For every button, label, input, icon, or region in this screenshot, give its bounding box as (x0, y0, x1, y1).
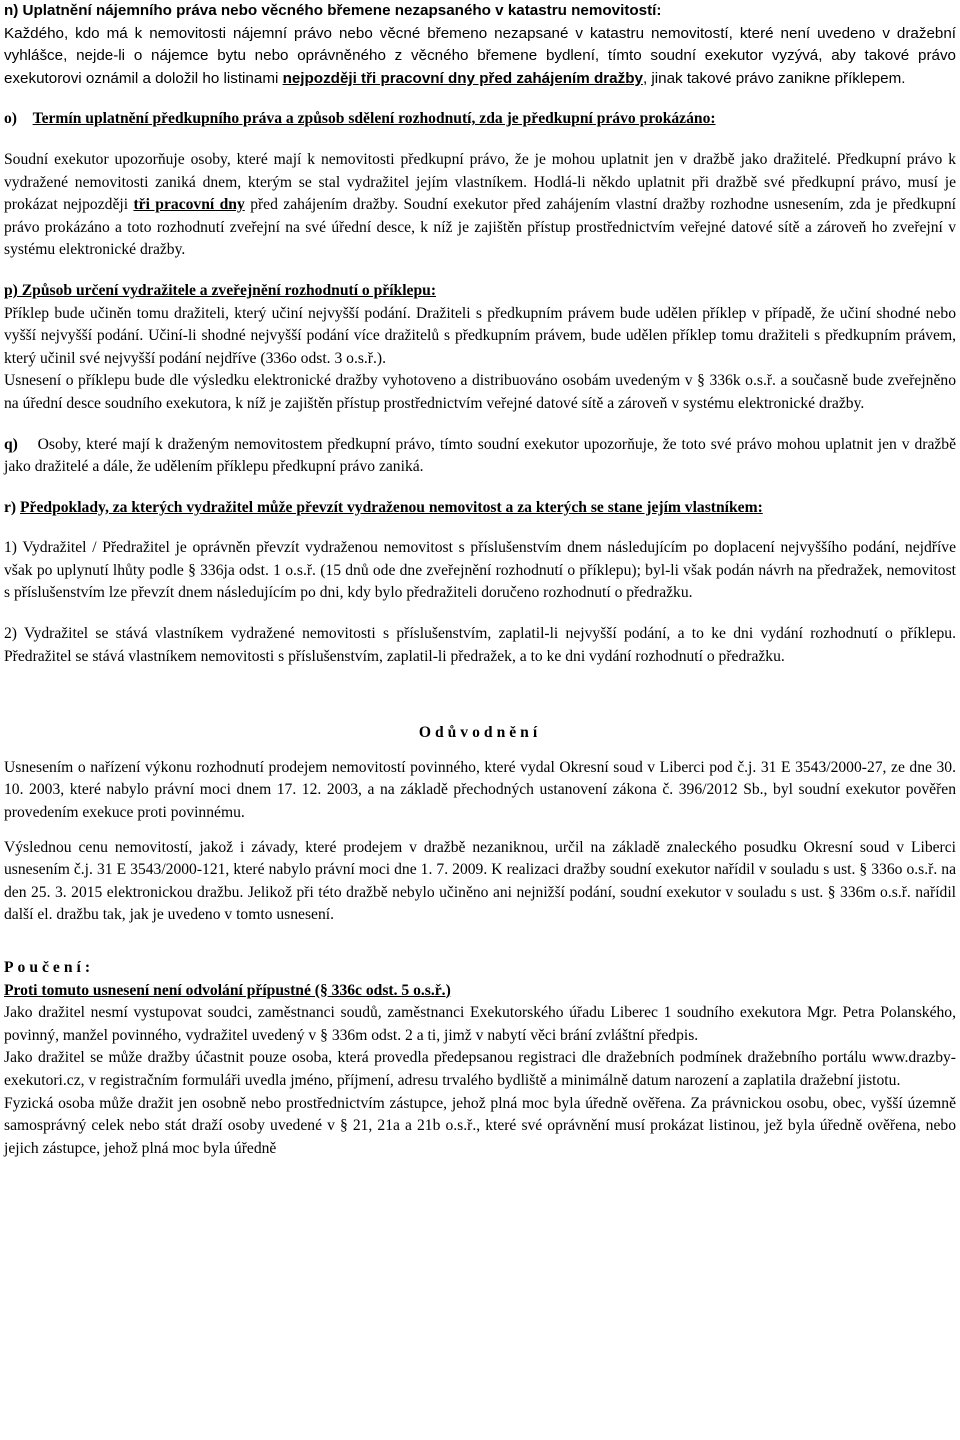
pouceni-para1: Jako dražitel nesmí vystupovat soudci, zaměstnanci soudů, zaměstnanci Exekutorského úřadu Liberec 1 soudního exekutora Mgr. Petra Polanského, povinný, manžel povinného, vydražitel uvedený v § 336m odst. 2 a ti, jimž v nabytí věci brání zvláštní předpis. (4, 1004, 956, 1044)
section-n-deadline: nejpozději tři pracovní dny před zahájením dražby (282, 69, 643, 87)
section-n-heading: n) Uplatnění nájemního práva nebo věcného břemene nezapsaného v katastru nemovitostí: (4, 2, 662, 19)
section-r-para1: 1) Vydražitel / Předražitel je oprávněn převzít vydraženou nemovitost s příslušenstvím dnem následujícím po doplacení nejvyššího podání, nejdříve však po uplynutí lhůty podle § 336ja odst. 1 o.s.ř. (15 dnů ode dne zveřejnění rozhodnutí o příklepu); byl-li však podán návrh na předražek, nemovitost s příslušenstvím lze převzít dnem následujícím po dni, kdy bylo předražiteli doručeno rozhodnutí o předražku. (4, 539, 956, 602)
section-o-deadline: tři pracovní dny (133, 196, 245, 214)
section-r-heading-text: Předpoklady, za kterých vydražitel může převzít vydraženou nemovitost a za kterých se stane jejím vlastníkem: (20, 498, 763, 516)
pouceni-subtitle: Proti tomuto usnesení není odvolání přípustné (§ 336c odst. 5 o.s.ř.) (4, 981, 451, 999)
oduvodneni-title: Odůvodnění (418, 724, 542, 742)
pouceni-para2: Jako dražitel se může dražby účastnit pouze osoba, která provedla předepsanou registraci dle dražebních podmínek dražebního portálu www.drazby-exekutori.cz, v registračním formuláři uvedla jméno, příjmení, adresu trvalého bydliště a minimálně datum narození a zaplatila dražební jistotu. (4, 1049, 956, 1089)
section-p-para1: Příklep bude učiněn tomu dražiteli, který učiní nejvyšší podání. Dražiteli s předkupním právem bude udělen příklep v případě, že učiní shodné nebo vyšší nejvyšší podání. Učiní-li shodné nejvyšší podání více dražitelů s předkupním právem, bude udělen příklep tomu dražiteli s předkupním právem, který učinil své nejvyšší podání nejdříve (336o odst. 3 o.s.ř.). (4, 304, 956, 367)
section-q-marker: q) (4, 435, 18, 453)
pouceni-title: Poučení: (4, 959, 95, 976)
section-o-body (4, 149, 956, 262)
section-n-body (4, 23, 956, 91)
section-o-heading-text: Termín uplatnění předkupního práva a způsob sdělení rozhodnutí, zda je předkupní právo prokázáno: (32, 110, 716, 128)
section-r-marker: r) (4, 498, 17, 516)
section-o-body-end: před zahájením dražby. Soudní exekutor před zahájením vlastní dražby rozhodne usnesením, zda je předkupní právo prokázáno a toto rozhodnutí zveřejní na své úřední desce, k níž je zajištěn přístup prostřednictvím veřejné datové sítě a zároveň ho zveřejní v systému elektronické dražby. (4, 196, 957, 259)
pouceni-para3: Fyzická osoba může dražit jen osobně nebo prostřednictvím zástupce, jehož plná moc byla úředně ověřena. Za právnickou osobu, obec, vyšší územně samosprávný celek nebo stát draží osoby uvedené v § 21, 21a a 21b o.s.ř., které své oprávnění musí prokázat listinou, jež byla úředně ověřena, nebo jejich zástupce, jehož plná moc byla úředně (4, 1094, 956, 1157)
document-page (4, 0, 956, 1160)
section-o-marker: o) (4, 110, 17, 128)
oduvodneni-para1: Usnesením o nařízení výkonu rozhodnutí prodejem nemovitostí povinného, které vydal Okresní soud v Liberci pod č.j. 31 E 3543/2000-27, ze dne 30. 10. 2003, které nabylo právní moci dnem 17. 12. 2003, a na základě přechodných ustanovení zákona č. 396/2012 Sb., byl soudní exekutor pověřen provedením exekuce proti povinnému. (4, 758, 956, 822)
section-r-para2: 2) Vydražitel se stává vlastníkem vydražené nemovitosti s příslušenstvím, zaplatil-li nejvyšší podání, a to ke dni vydání rozhodnutí o příklepu. Předražitel se stává vlastníkem nemovitosti s příslušenstvím, zaplatil-li předražek, a to ke dni vydání rozhodnutí o předražku. (4, 625, 956, 665)
section-p-para2: Usnesení o příklepu bude dle výsledku elektronické dražby vyhotoveno a distribuováno osobám uvedeným v § 336k o.s.ř. a současně bude zveřejněno na úřední desce soudního exekutora, k níž je zajištěn přístup prostřednictvím veřejné datové sítě a zároveň v systému elektronické dražby. (4, 372, 956, 412)
section-p-heading: p) Způsob určení vydražitele a zveřejnění rozhodnutí o příklepu: (4, 281, 437, 299)
section-q-body-text: Osoby, které mají k draženým nemovitostem předkupní právo, tímto soudní exekutor upozorňuje, že toto své právo mohou uplatnit jen v dražbě jako dražitelé a dále, že udělením příklepu předkupní právo zaniká. (4, 435, 957, 476)
oduvodneni-para2: Výslednou cenu nemovitostí, jakož i závady, které prodejem v dražbě nezaniknou, určil na základě znaleckého posudku Okresní soud v Liberci usnesením č.j. 31 E 3543/2000-121, které nabylo právní moci dne 1. 7. 2009. K realizaci dražby soudní exekutor nařídil v souladu s ust. § 336o o.s.ř. na den 25. 3. 2015 elektronickou dražbu. Jelikož při této dražbě nebylo učiněno ani nejnižší podání, soudní exekutor v souladu s ust. § 336m o.s.ř. nařídil další el. dražbu tak, jak je uvedeno v tomto usnesení. (4, 838, 956, 924)
section-r-heading (4, 497, 956, 520)
section-n-body-text: Každého, kdo má k nemovitosti nájemní právo nebo věcné břemeno nezapsané v katastru nemovitostí, které není uvedeno v dražební vyhlášce, nejde-li o nájemce bytu nebo oprávněného z věcného břemene bydlení, tímto soudní exekutor vyzývá, aby takové právo exekutorovi oznámil a doložil ho listinami (4, 24, 956, 87)
section-o-body-text: Soudní exekutor upozorňuje osoby, které mají k nemovitosti předkupní právo, že je mohou uplatnit jen v dražbě jako dražitelé. Předkupní právo k vydražené nemovitosti zaniká dnem, kterým se stal vydražitel jejím vlastníkem. Hodlá-li někdo uplatnit při dražbě své předkupní právo, musí je prokázat nejpozději (4, 150, 956, 214)
section-q-body (4, 434, 956, 479)
section-o-heading (4, 108, 956, 131)
section-n-body-end: , jinak takové právo zanikne příklepem. (642, 69, 906, 87)
